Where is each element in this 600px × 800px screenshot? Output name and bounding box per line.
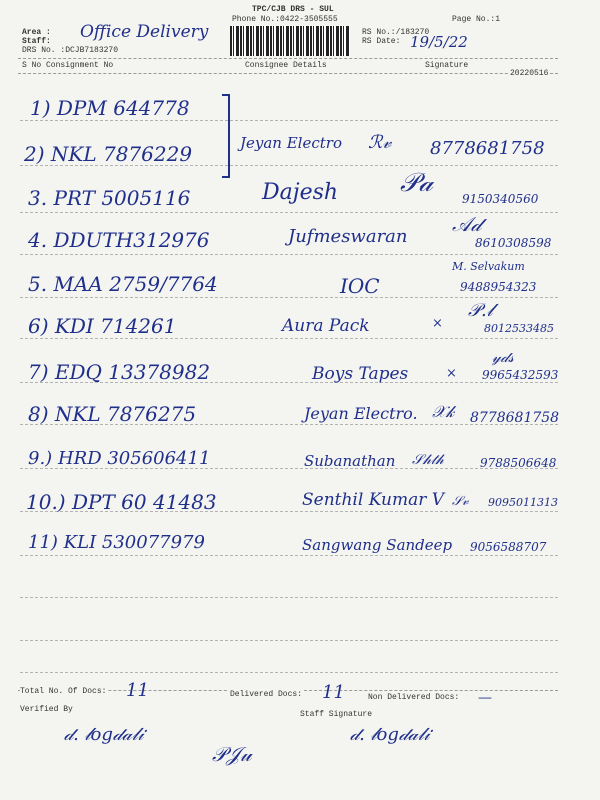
rs-date-label: RS Date: [362,37,401,46]
consignee-name: Subanathan [304,452,396,470]
consignee-phone: 8012533485 [484,322,554,335]
consignee-phone: 9788506648 [480,456,557,470]
consignee-phone: 9965432593 [482,368,559,382]
barcode-image [230,26,350,56]
receiver-signature: 𝒜𝒹 [452,212,482,236]
receiver-signature: 𝒫𝒶 [400,168,434,198]
phone-number: Phone No.:0422-3505555 [232,15,338,24]
area-label: Area : [22,28,51,37]
receiver-signature: 𝓎𝒹𝓈 [492,348,514,366]
consignment-number: NKL 7876229 [50,142,193,166]
consignee-name: Jufmeswaran [288,226,408,247]
row-number: 6) [28,314,49,338]
consignment-number: DPT 60 41483 [71,490,217,514]
consignee-phone: 8610308598 [475,236,552,250]
consignee-name: IOC [340,274,380,298]
row-line [20,672,558,673]
row-number: 4. [28,228,48,252]
rs-number: RS No.:/183270 [362,28,430,37]
row-line [20,555,558,556]
table-row [30,96,190,120]
verifier-signature: 𝒹. 𝓁𝑜𝑔𝒹𝒶𝓁𝒾 [64,724,144,745]
header-divider [18,58,558,59]
batch-code: 20220516 [510,69,549,78]
row-number: 3. [28,186,48,210]
row-line [20,338,558,339]
row-line [20,640,558,641]
cross-mark: × [432,316,443,331]
row-number: 1) [30,96,51,120]
table-row [26,490,217,514]
staff-label: Staff: [22,37,51,46]
consignee-phone: 9095011313 [488,496,558,509]
column-signature: Signature [425,61,469,70]
consignee-phone: 8778681758 [430,138,545,159]
receiver-signature: 𝒫.𝓁 [468,300,493,321]
consignee-phone: 9056588707 [470,540,547,554]
consignment-number: KLI 530077979 [63,532,205,553]
consignment-number: DPM 644778 [56,96,190,120]
consignment-number: NKL 7876275 [54,402,197,426]
consignee-phone: 9488954323 [460,280,537,294]
consignee-phone: 8778681758 [470,410,560,426]
column-consignee: Consignee Details [245,61,327,70]
receiver-signature: 𝒮𝒽𝓉𝒽 [412,452,444,468]
row-number: 2) [24,142,45,166]
table-row [28,532,205,553]
receiver-signature: 𝒮𝓋 [452,494,469,509]
consignee-name: Dajesh [262,180,339,205]
row-number: 10.) [26,490,66,514]
consignee-name: Jeyan Electro. [304,404,418,423]
delivered-docs-label: Delivered Docs: [230,690,303,699]
staff-signature-label: Staff Signature [300,710,373,719]
consignment-number: DDUTH312976 [53,228,210,252]
table-row [28,314,176,338]
consignment-number: PRT 5005116 [53,186,191,210]
verified-by-label: Verified By [20,705,73,714]
table-row [28,360,210,384]
row-line [20,254,558,255]
receiver-signature: ℛ𝓋 [368,132,392,153]
total-docs-value: 11 [126,680,149,701]
row-number: 8) [28,402,49,426]
row-number: 5. [28,272,48,296]
consignment-number: EDQ 13378982 [54,360,211,384]
non-delivered-docs-label: Non Delivered Docs: [368,693,460,702]
column-divider [18,73,558,74]
row-group-bracket [222,94,230,178]
consignee-name: Senthil Kumar V [302,490,445,510]
table-row [28,448,210,469]
consignee-name: Sangwang Sandeep [302,536,453,554]
table-row [24,142,192,166]
row-number: 11) [28,532,58,553]
row-number: 9.) [28,448,53,469]
row-line [20,597,558,598]
consignee-name: Boys Tapes [312,364,409,384]
cross-mark: × [446,366,457,381]
receiver-name: M. Selvakum [452,260,525,273]
non-delivered-docs-value: — [478,690,492,706]
rs-date-value: 19/5/22 [410,33,468,51]
page-number: Page No.:1 [452,15,501,24]
row-number: 7) [28,360,49,384]
consignment-number: KDI 714261 [54,314,177,338]
consignment-number: MAA 2759/7764 [53,272,218,296]
table-row [28,228,210,252]
supervisor-initials: 𝒫𝒥𝓊 [212,742,252,766]
row-line [20,297,558,298]
drs-number: DRS No. :DCJB7183270 [22,46,119,55]
receiver-signature: 𝒳𝓀 [432,402,455,421]
delivered-docs-value: 11 [322,682,345,703]
total-docs-label: Total No. Of Docs: [20,687,107,696]
column-sno-consignment: S No Consignment No [22,61,114,70]
table-row [28,272,218,296]
doc-title: TPC/CJB DRS - SUL [252,5,334,14]
row-line [20,120,558,121]
consignee-name: Jeyan Electro [240,134,342,152]
consignee-phone: 9150340560 [462,192,539,206]
consignee-name: Aura Pack [282,316,370,336]
area-value: Office Delivery [80,22,209,42]
table-row [28,186,190,210]
table-row [28,402,196,426]
consignment-number: HRD 305606411 [57,448,211,469]
staff-signature: 𝒹. 𝓁𝑜𝑔𝒹𝒶𝓁𝒾 [350,724,430,745]
